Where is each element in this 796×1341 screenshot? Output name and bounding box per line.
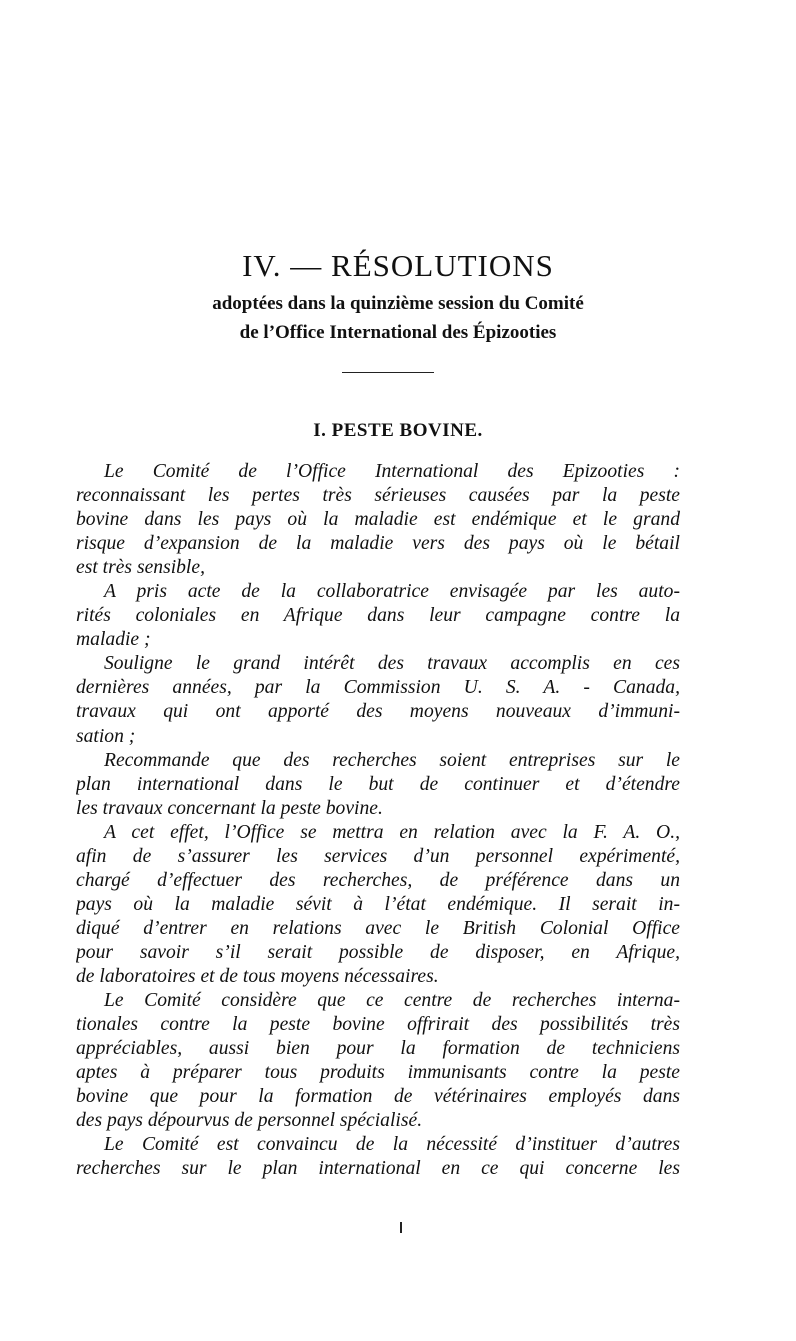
body-line: reconnaissant les pertes très sérieuses causées par la peste — [76, 485, 680, 507]
body-line: A pris acte de la collaboratrice envisagée par les auto- — [104, 581, 680, 603]
body-line: A cet effet, l’Office se mettra en relation avec la F. A. O., — [104, 821, 680, 843]
body-line: tionales contre la peste bovine offrirait des possibilités très — [76, 1014, 680, 1036]
subheading-line-1: adoptées dans la quinzième session du Comité — [212, 293, 584, 314]
body-line: plan international dans le but de continuer et d’étendre — [76, 773, 680, 795]
body-line: Le Comité est convaincu de la nécessité d’instituer d’autres — [104, 1134, 680, 1156]
body-line: afin de s’assurer les services d’un personnel expérimenté, — [76, 845, 680, 867]
body-line: travaux qui ont apporté des moyens nouveaux d’immuni- — [76, 701, 680, 723]
body-line: recherches sur le plan international en ce qui concerne les — [76, 1158, 680, 1180]
resolutions-heading: IV. — RÉSOLUTIONS — [242, 248, 554, 283]
body-line: appréciables, aussi bien pour la formation de techniciens — [76, 1038, 680, 1060]
body-line: Le Comité considère que ce centre de recherches interna- — [104, 990, 680, 1012]
body-line: pour savoir s’il serait possible de disposer, en Afrique, — [76, 941, 680, 963]
body-line: les travaux concernant la peste bovine. — [76, 797, 383, 819]
body-line: Le Comité de l’Office International des Epizooties : — [104, 461, 680, 482]
body-line: diqué d’entrer en relations avec le British Colonial Office — [76, 917, 680, 939]
body-line: aptes à préparer tous produits immunisants contre la peste — [76, 1062, 680, 1084]
subheading-line-2: de l’Office International des Épizooties — [239, 322, 557, 343]
body-line: chargé d’effectuer des recherches, de préférence dans un — [76, 869, 680, 891]
body-line: maladie ; — [76, 629, 151, 651]
body-line: pays où la maladie sévit à l’état endémique. Il serait in- — [76, 893, 680, 915]
body-line: risque d’expansion de la maladie vers des pays où le bétail — [76, 533, 680, 555]
body-line: bovine dans les pays où la maladie est endémique et le grand — [76, 509, 680, 531]
section-title: I. PESTE BOVINE. — [313, 420, 483, 441]
body-line: dernières années, par la Commission U. S. A. - Canada, — [76, 677, 680, 699]
resolution-body — [76, 460, 680, 1181]
body-line: bovine que pour la formation de vétérinaires employés dans — [76, 1086, 680, 1108]
body-line: sation ; — [76, 725, 136, 747]
body-line: Recommande que des recherches soient entreprises sur le — [104, 749, 680, 771]
page-mark — [400, 1222, 402, 1233]
separator-rule — [342, 372, 434, 373]
body-line: des pays dépourvus de personnel spécialisé. — [76, 1110, 423, 1132]
body-line: Souligne le grand intérêt des travaux accomplis en ces — [104, 653, 680, 675]
body-line: rités coloniales en Afrique dans leur campagne contre la — [76, 605, 680, 627]
body-line: de laboratoires et de tous moyens nécessaires. — [76, 965, 439, 987]
body-line: est très sensible, — [76, 557, 205, 579]
